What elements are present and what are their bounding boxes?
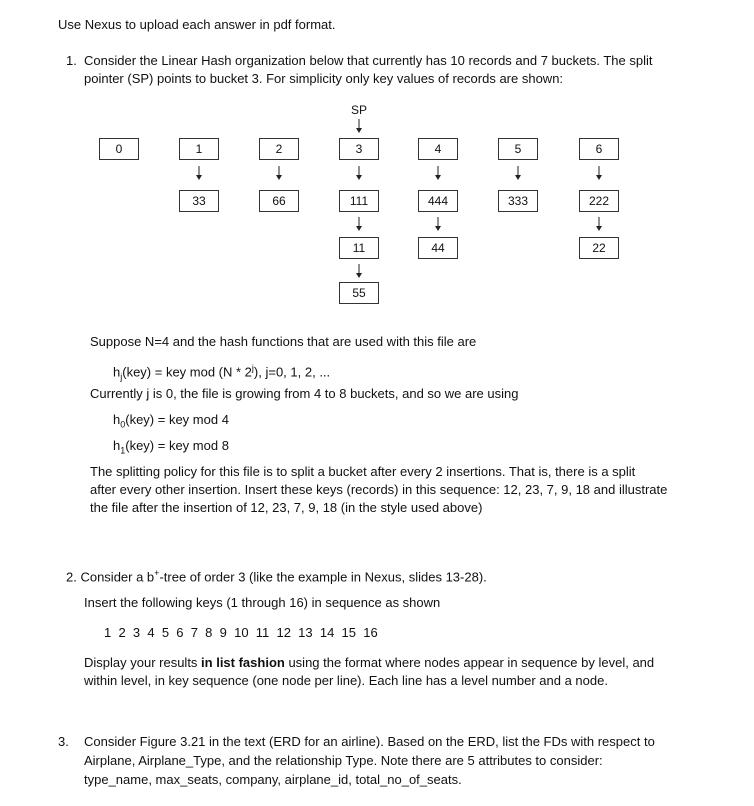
hash-function-h1: $h_1(key)$ = key mod 8 [113,438,229,456]
suppose-line: Suppose N=4 and the hash functions that are used with this file are [90,334,477,349]
overflow-bucket-3-second: 55 [339,282,379,304]
overflow-bucket-4: 44 [418,237,458,259]
bucket-2: 2 [259,138,299,160]
bucket-0: 0 [99,138,139,160]
overflow-bucket-6: 22 [579,237,619,259]
arrow-down-icon [355,264,363,278]
q1-number: 1. [66,53,77,68]
record-bucket-3: 111 [339,190,379,212]
q2-display-line-2: within level, in key sequence (one node per line). Each line has a level number and a node. [84,673,608,688]
arrow-down-icon [434,217,442,231]
bucket-4: 4 [418,138,458,160]
record-bucket-2: 66 [259,190,299,212]
q3-line-1: Consider Figure 3.21 in the text (ERD for an airline). Based on the ERD, list the FDs with respect to [84,734,655,749]
q3-line-3: type_name, max_seats, company, airplane_id, total_no_of_seats. [84,772,462,787]
q2-display-line-1: Display your results in list fashion using the format where nodes appear in sequence by level, and [84,655,655,670]
hash-function-general: $h_j(key)$ = key mod (N * 2$^j$), j=0, 1, 2, ... [113,363,331,382]
hash-function-h0: $h_0(key)$ = key mod 4 [113,412,229,430]
bucket-5: 5 [498,138,538,160]
arrow-down-icon [355,217,363,231]
arrow-down-icon [595,217,603,231]
intro-line: Use Nexus to upload each answer in pdf format. [58,17,336,32]
bucket-6: 6 [579,138,619,160]
record-bucket-1: 33 [179,190,219,212]
arrow-down-icon [355,166,363,180]
split-policy-line-1: The splitting policy for this file is to split a bucket after every 2 insertions. That is, there is a split [90,464,636,479]
q3-line-2: Airplane, Airplane_Type, and the relationship Type. Note there are 5 attributes to consider: [84,753,603,768]
record-bucket-6: 222 [579,190,619,212]
q2-line-1: 2. Consider a b+-tree of order 3 (like the example in Nexus, slides 13-28). [66,568,487,585]
split-policy-line-3: the file after the insertion of 12, 23, 7, 9, 18 (in the style used above) [90,500,483,515]
arrow-down-icon [514,166,522,180]
arrow-down-icon [195,166,203,180]
overflow-bucket-3: 11 [339,237,379,259]
bucket-3: 3 [339,138,379,160]
split-policy-line-2: after every other insertion. Insert these keys (records) in this sequence: 12, 23, 7, 9, 18 and illustrate [90,482,668,497]
bucket-1: 1 [179,138,219,160]
q3-number: 3. [58,734,69,749]
arrow-down-icon [275,166,283,180]
q1-line-2: pointer (SP) points to bucket 3. For simplicity only key values of records are shown: [84,71,564,86]
q1-line-1: Consider the Linear Hash organization below that currently has 10 records and 7 buckets. The split [84,53,653,68]
split-pointer-label: SP [351,103,368,117]
q2-key-sequence: 1 2 3 4 5 6 7 8 9 10 11 12 13 14 15 16 [104,625,378,640]
record-bucket-4: 444 [418,190,458,212]
currently-line: Currently j is 0, the file is growing from 4 to 8 buckets, and so we are using [90,386,519,401]
arrow-down-icon [434,166,442,180]
arrow-down-icon [595,166,603,180]
record-bucket-5: 333 [498,190,538,212]
split-pointer-arrow-icon [355,119,363,133]
q2-insert-line: Insert the following keys (1 through 16) in sequence as shown [84,595,441,610]
